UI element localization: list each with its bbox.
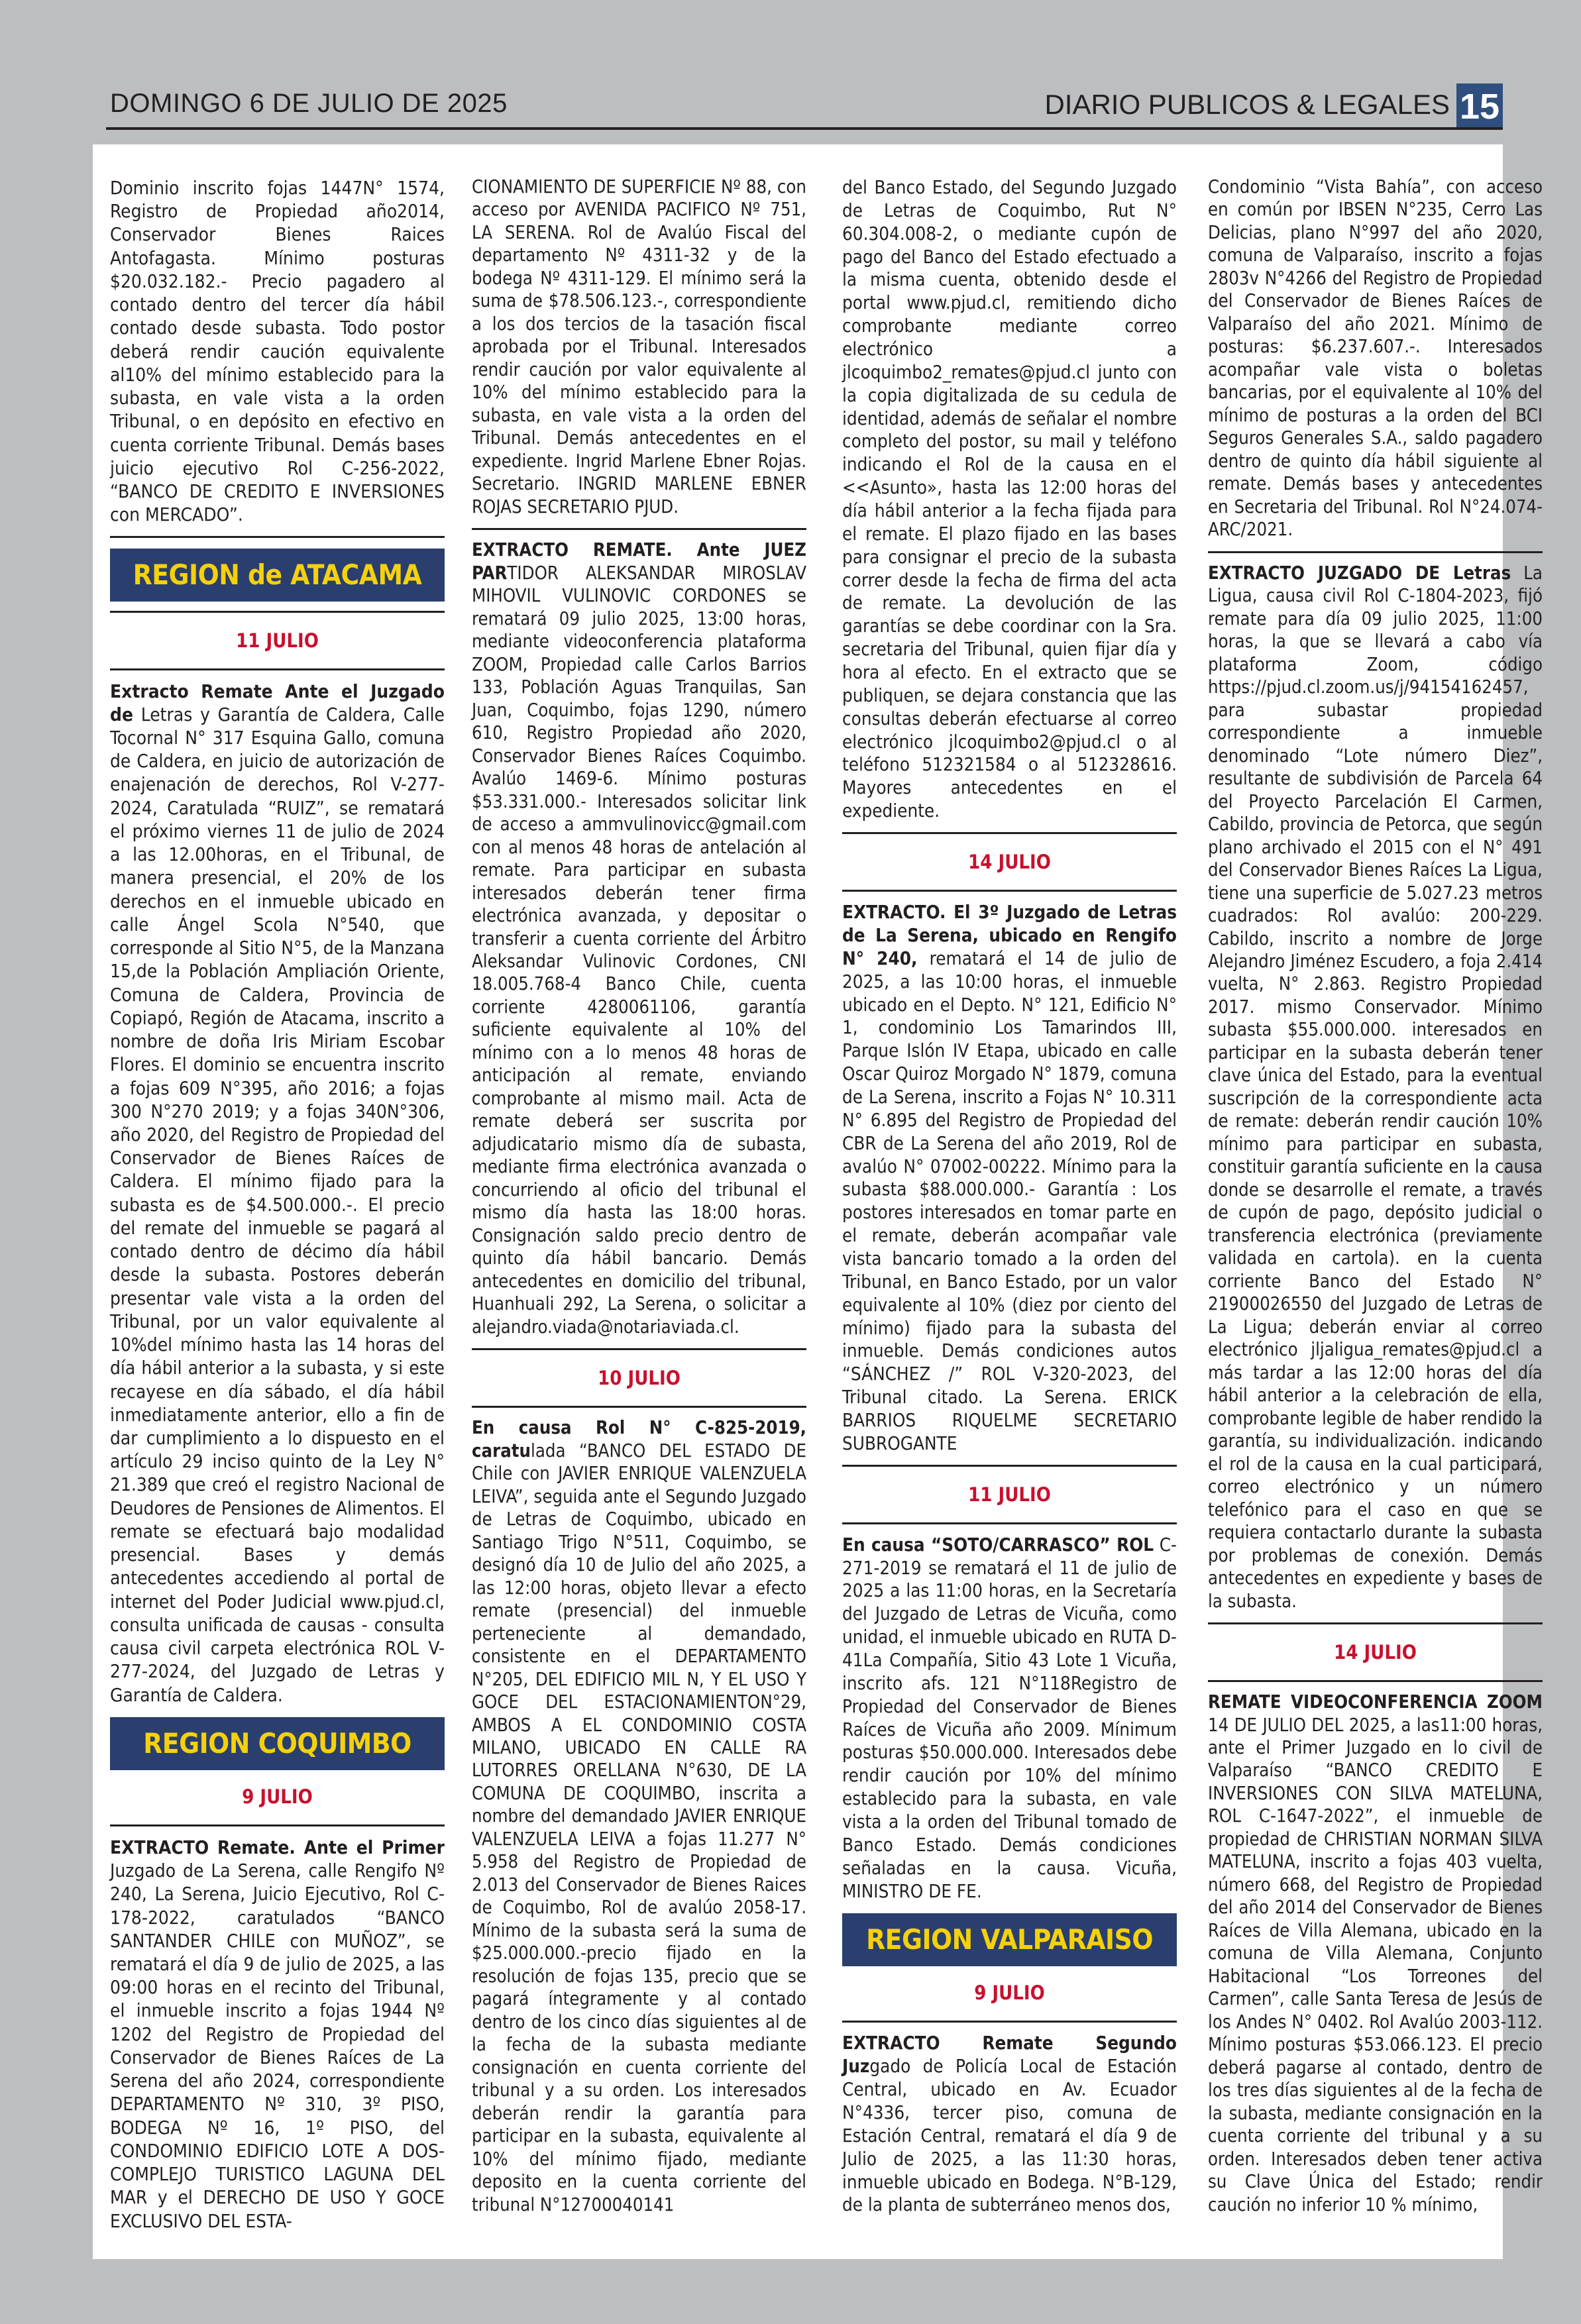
notice-body: C-271-2019 se rematará el 11 de julio de 2025 a las 11:00 horas, en la Secretaría del Juzgado de Letras de Vicuña, como unidad, el inmueble ubicado en RUTA D-41La Compañía, Sitio 43 Lote 1 Vicuña, inscrito afs. 121 N°118Registro de Propiedad del Conservador de Bienes Raíces de Vicuña año 2009. Mínimum posturas $50.000.000. Interesados debe rendir caución por 10% del mínimo establecido para la subasta, en vale vista a la orden del Tribunal tomado de Banco Estado. Demás condiciones señaladas en la causa. Vicuña, MINISTRO DE FE. [842, 1533, 1177, 1902]
divider [842, 1522, 1177, 1524]
notice-body: gado de Policía Local de Estación Central, ubicado en Av. Ecuador N°4336, tercer piso, comuna de Estación Central, rematará el día 9 de Julio de 2025, a las 11:30 horas, inmueble ubicado en Bodega. N°B-129, de la planta de subterráneo menos dos, [842, 2055, 1177, 2216]
notice-body: lada “BANCO DEL ESTADO DE Chile con JAVIER ENRIQUE VALENZUELA LEIVA”, seguida ante el Segundo Juzgado de Letras de Coquimbo, ubicado en Santiago Trigo N°511, Coquimbo, se designó día 10 de Julio del año 2025, a las 12:00 horas, objeto llevar a efecto remate (presencial) del inmueble perteneciente al demandado, consistente en el DEPARTAMENTO N°205, DEL EDIFICIO MIL N, Y EL USO Y GOCE DEL ESTACIONAMIENTON°29, AMBOS A EL CONDOMINIO COSTA MILANO, UBICADO EN CALLE RA LUTORRES ORELLANA N°630, DE LA COMUNA DE COQUIMBO, inscrita a nombre del demandado JAVIER ENRIQUE VALENZUELA LEIVA a fojas 11.277 N° 5.958 del Registro de Propiedad de 2.013 del Conservador de Bienes Raices de Coquimbo, Rol de avalúo 2058-17. Mínimo de la subasta será la suma de $25.000.000.-precio fijado en la resolución de fojas 135, precio que se pagará íntegramente y al contado dentro de los cinco días siguientes al de la fecha de la subasta mediante consignación en cuenta corriente del tribunal y a su orden. Los interesados deberán rendir la garantía para participar en la subasta, equivalente al 10% del mínimo fijado, mediante deposito en la cuenta corriente del tribunal N°12700040141 [472, 1440, 806, 2215]
divider [842, 1465, 1177, 1467]
notice-text: CIONAMIENTO DE SUPERFICIE Nº 88, con acceso por AVENIDA PACIFICO Nº 751, LA SERENA. Rol de Avalúo Fiscal del departamento Nº 4311-32 y de la bodega Nº 4311-129. El mínimo será la suma de $78.506.123.-, correspondiente a los dos tercios de la tasación fiscal aprobada por el Tribunal. Interesados rendir caución por valor equivalente al 10% del mínimo establecido para la subasta, en vale vista a la orden del Tribunal. Demás antecedentes en el expediente. Ingrid Marlene Ebner Rojas. Secretario. INGRID MARLENE EBNER ROJAS SECRETARIO PJUD. [472, 177, 806, 517]
notice-lead: EXTRACTO. El 3º Juzgado de Letras de La Serena, ubicado en Rengifo N° 240, [842, 901, 1177, 969]
publication-name: DIARIO PUBLICOS & LEGALES [1044, 89, 1450, 120]
issue-date: DOMINGO 6 DE JULIO DE 2025 [110, 89, 508, 118]
date-heading: 11 JULIO [236, 629, 319, 652]
page-body [93, 144, 1543, 2259]
notice-text [110, 1836, 445, 2233]
notice-lead: EXTRACTO Remate Segundo Juz [842, 2032, 1177, 2078]
notice-text [1208, 562, 1543, 1613]
notice-body: TIDOR ALEKSANDAR MIROSLAV MIHOVIL VULINOVIC CORDONES se rematará 09 julio 2025, 13:00 horas, mediante videoconferencia plataforma ZOOM, Propiedad calle Carlos Barrios 133, Población Aguas Tranquilas, San Juan, Coquimbo, fojas 1290, número 610, Registro Propiedad año 2020, Conservador Bienes Raíces Coquimbo. Avalúo 1469-6. Mínimo posturas $53.331.000.- Interesados solicitar link de acceso a ammvulinovicc@gmail.com con al menos 48 horas de antelación al remate. Para participar en subasta interesados deberán tener firma electrónica avanzada, y depositar o transferir a cuenta corriente del Árbitro Aleksandar Vulinovic Cordones, CNI 18.005.768-4 Banco Chile, cuenta corriente 4280061106, garantía suficiente equivalente al 10% del mínimo con a lo menos 48 horas de anticipación al remate, enviando comprobante al mismo mail. Acta de remate deberá ser suscrita por adjudicatario mismo día de subasta, mediante firma electrónica avanzada o concurriendo al oficio del tribunal el mismo día hasta las 18:00 horas. Consignación saldo precio dentro de quinto día hábil bancario. Demás antecedentes en domicilio del tribunal, Huanhuali 292, La Serena, o solicitar a alejandro.viada@notariaviada.cl. [472, 562, 806, 1338]
notice-lead: En causa Rol N° C-825-2019, caratu [472, 1418, 806, 1461]
date-heading: 14 JULIO [968, 851, 1051, 874]
divider [110, 1824, 445, 1826]
column-2 [472, 176, 806, 2217]
divider [110, 611, 445, 613]
notice-body: La Ligua, causa civil Rol C-1804-2023, fijó remate para día 09 julio 2025, 11:00 horas, la que se llevará a cabo vía plataforma Zoom, código https://pjud.cl.zoom.us/j/94154162457, para subastar propiedad correspondiente a inmueble denominado “Lote número Diez”, resultante de subdivisión de Parcela 64 del Proyecto Parcelación El Carmen, Cabildo, provincia de Petorca, que según plano archivado el 2015 con el N° 491 del Conservador Bienes Raíces La Ligua, tiene una superficie de 5.027.23 metros cuadrados: Rol avalúo: 200-229. Cabildo, inscrito a nombre de Jorge Alejandro Jiménez Escudero, a foja 2.414 vuelta, N° 2.863. Registro Propiedad 2017. mismo Conservador. Mínimo subasta $55.000.000. interesados en participar en la subasta deberán tener clave única del Estado, para la eventual suscripción de la correspondiente acta de remate: deberán rendir caución 10% mínimo para participar en subasta, constituir garantía suficiente en la causa donde se desarrolle el remate, a través de cupón de pago, depósito judicial o transferencia electrónica (previamente validada en cartola). en la cuenta corriente Banco del Estado N° 21900026550 del Juzgado de Letras de La Ligua; deberán enviar al correo electrónico jljaligua_remates@pjud.cl a más tardar a las 12:00 horas del día hábil anterior a la celebración de ella, comprobante legible de haber rendido la garantía, su individualización. indicando el rol de la causa en la cual participará, correo electrónico y un número telefónico para el caso en que se requiera contactarlo durante la subasta por problemas de conexión. Demás antecedentes en expediente y bases de la subasta. [1208, 562, 1543, 1612]
date-heading: 11 JULIO [968, 1483, 1051, 1506]
divider [472, 1406, 806, 1408]
column-1 [110, 176, 445, 2233]
notice-text [472, 1417, 806, 2217]
notice-lead: Extracto Remate Ante el Juzgado de [110, 680, 445, 725]
divider [472, 528, 806, 530]
divider [842, 890, 1177, 892]
divider [1208, 1622, 1543, 1624]
notice-text [110, 680, 445, 1707]
divider [1208, 551, 1543, 553]
notice-lead: EXTRACTO REMATE. Ante JUEZ PAR [472, 540, 806, 584]
notice-text [472, 539, 806, 1339]
page-number-badge: 15 [1456, 83, 1503, 130]
notice-text [842, 2032, 1177, 2217]
region-banner: REGION COQUIMBO [110, 1717, 445, 1770]
divider [472, 1348, 806, 1350]
notice-text: Condominio “Vista Bahía”, con acceso en común por IBSEN N°235, Cerro Las Delicias, plano N°997 del año 2020, comuna de Valparaíso, inscrito a fojas 2803v N°4266 del Registro de Propiedad del Conservador de Bienes Raíces de Valparaíso del año 2021. Mínimo de posturas: $6.237.607.-. Interesados acompañar vale vista o boletas bancarias, por el equivalente al 10% del mínimo de posturas a la orden del BCI Seguros Generales S.A., saldo pagadero dentro de quinto día hábil siguiente al remate. Demás bases y antecedentes en Secretaria del Tribunal. Rol N°24.074-ARC/2021. [1208, 177, 1543, 541]
notice-text [842, 901, 1177, 1455]
region-banner: REGION VALPARAISO [842, 1913, 1177, 1966]
notice-lead: En causa “SOTO/CARRASCO” ROL [842, 1533, 1154, 1556]
notice-body: rematará el 14 de julio de 2025, a las 10:00 horas, el inmueble ubicado en el Depto. N° 121, Edificio N° 1, condominio Los Tamarindos III, Parque Islón IV Etapa, ubicado en calle Oscar Quiroz Morgado N° 1879, comuna de La Serena, inscrito a Fojas N° 10.311 N° 6.895 del Registro de Propiedad del CBR de La Serena del año 2019, Rol de avalúo N° 07002-00222. Mínimo para la subasta $88.000.000.- Garantía : Los postores interesados en tomar parte en el remate, deberán acompañar vale vista bancario tomado a la orden del Tribunal, en Banco Estado, por un valor equivalente al 10% (diez por ciento del mínimo) fijado para la subasta del inmueble. Demás condiciones autos “SÁNCHEZ /” ROL V-320-2023, del Tribunal citado. La Serena. ERICK BARRIOS RIQUELME SECRETARIO SUBROGANTE [842, 947, 1177, 1454]
notice-body: Letras y Garantía de Caldera, Calle Tocornal N° 317 Esquina Gallo, comuna de Caldera, en juicio de autorización de enajenación de derechos, Rol V-277-2024, Caratulada “RUIZ”, se rematará el próximo viernes 11 de julio de 2024 a las 12.00horas, en el Tribunal, de manera presencial, el 20% de los derechos en el inmueble ubicado en calle Ángel Scola N°540, que corresponde al Sitio N°5, de la Manzana 15,de la Población Ampliación Oriente, Comuna de Caldera, Provincia de Copiapó, Región de Atacama, inscrito a nombre de doña Iris Miriam Escobar Flores. El dominio se encuentra inscrito a fojas 609 N°395, año 2016; a fojas 300 N°270 2019; y a fojas 340N°306, año 2020, del Registro de Propiedad del Conservador de Bienes Raíces de Caldera. El mínimo fijado para la subasta es de $4.500.000.-. El precio del remate del inmueble se pagará al contado dentro de décimo día hábil desde la subasta. Postores deberán presentar vale vista a la orden del Tribunal, por un valor equivalente al 10%del mínimo hasta las 14 horas del día hábil anterior a la subasta, y si este recayese en día sábado, el día hábil inmediatamente anterior, ello a fin de dar cumplimiento a lo dispuesto en el artículo 29 inciso quinto de la Ley N° 21.389 que creó el registro Nacional de Deudores de Pensiones de Alimentos. El remate se efectuará bajo modalidad presencial. Bases y demás antecedentes accediendo al portal de internet del Poder Judicial www.pjud.cl, consulta unificada de causas - consulta causa civil carpeta electrónica ROL V-277-2024, del Juzgado de Letras y Garantía de Caldera. [110, 703, 445, 1706]
date-heading: 9 JULIO [974, 1981, 1045, 2005]
divider [110, 536, 445, 538]
notice-lead: EXTRACTO JUZGADO DE Letras [1208, 562, 1511, 584]
divider [842, 2021, 1177, 2023]
column-3 [842, 176, 1177, 2217]
divider [842, 832, 1177, 834]
date-heading: 9 JULIO [242, 1785, 313, 1808]
date-heading: 14 JULIO [1334, 1641, 1417, 1664]
notice-text: del Banco Estado, del Segundo Juzgado de Letras de Coquimbo, Rut N° 60.304.008-2, o mediante cupón de pago del Banco del Estado efectuado a la misma cuenta, obtenido desde el portal www.pjud.cl, remitiendo dicho comprobante mediante correo electrónico a jlcoquimbo2_remates@pjud.cl junto con la copia digitalizada de su cedula de identidad, además de señalar el nombre completo del postor, su mail y teléfono indicando el Rol de la causa en el <<Asunto», hasta las 12:00 horas del día hábil anterior a la fecha fijada para el remate. El plazo fijado en las bases para consignar el precio de la subasta correr desde la fecha de firma del acta de remate. La devolución de las garantías se debe coordinar con la Sra. secretaria del Tribunal, quien fijar día y hora al efecto. En el extracto que se publiquen, se dejara constancia que las consultas deberán efectuarse al correo electrónico jlcoquimbo2@pjud.cl o al teléfono 512321584 o al 512328616. Mayores antecedentes en el expediente. [842, 176, 1177, 822]
notice-body: 14 DE JULIO DEL 2025, a las11:00 horas, ante el Primer Juzgado en lo civil de Valparaíso “BANCO CREDITO E INVERSIONES CON SILVA MATELUNA, ROL C-1647-2022”, el inmueble de propiedad de CHRISTIAN NORMAN SILVA MATELUNA, inscrito a fojas 403 vuelta, número 668, del Registro de Propiedad del año 2014 del Conservador de Bienes Raíces de Villa Alemana, ubicado en la comuna de Villa Alemana, Conjunto Habitacional “Los Torreones del Carmen”, calle Santa Teresa de Jesús de los Andes N° 0402. Rol Avalúo 2003-112. Mínimo posturas $53.066.123. El precio deberá pagarse al contado, dentro de los tres días siguientes al de la fecha de la subasta, mediante consignación en la cuenta corriente del tribunal y a su orden. Interesados deben tener activa su Clave Única del Estado; rendir caución no inferior 10 % mínimo, [1208, 1715, 1543, 2215]
column-4 [1208, 176, 1543, 2217]
notice-text: Dominio inscrito fojas 1447N° 1574, Registro de Propiedad año2014, Conservador Bienes Raices Antofagasta. Mínimo posturas $20.032.182.- Precio pagadero al contado dentro del tercer día hábil contado desde subasta. Todo postor deberá rendir caución equivalente al10% del mínimo establecido para la subasta, en vale vista a la orden Tribunal, o en depósito en efectivo en cuenta corriente Tribunal. Demás bases juicio ejecutivo Rol C-256-2022, “BANCO DE CREDITO E INVERSIONES con MERCADO”. [110, 177, 445, 526]
notice-text [842, 1534, 1177, 1903]
header-rule [106, 127, 1503, 130]
divider [1208, 1680, 1543, 1682]
divider [110, 668, 445, 670]
notice-body: Juzgado de La Serena, calle Rengifo Nº 240, La Serena, Juicio Ejecutivo, Rol C-178-2022, caratulados “BANCO SANTANDER CHILE con MUÑOZ”, se rematará el día 9 de julio de 2025, a las 09:00 horas en el recinto del Tribunal, el inmueble inscrito a fojas 1944 Nº 1202 del Registro de Propiedad del Conservador de Bienes Raíces de La Serena del año 2024, correspondiente DEPARTAMENTO Nº 310, 3º PISO, BODEGA Nº 16, 1º PISO, del CONDOMINIO EDIFICIO LOTE A DOS-COMPLEJO TURISTICO LAGUNA DEL MAR y el DERECHO DE USO Y GOCE EXCLUSIVO DEL ESTA- [110, 1860, 445, 2232]
notice-lead: EXTRACTO Remate. Ante el Primer [110, 1836, 445, 1858]
region-banner: REGION de ATACAMA [110, 549, 445, 602]
date-heading: 10 JULIO [598, 1367, 681, 1390]
page-header [106, 85, 1503, 130]
notice-lead: REMATE VIDEOCONFERENCIA ZOOM [1208, 1692, 1543, 1713]
notice-text [1208, 1691, 1543, 2217]
